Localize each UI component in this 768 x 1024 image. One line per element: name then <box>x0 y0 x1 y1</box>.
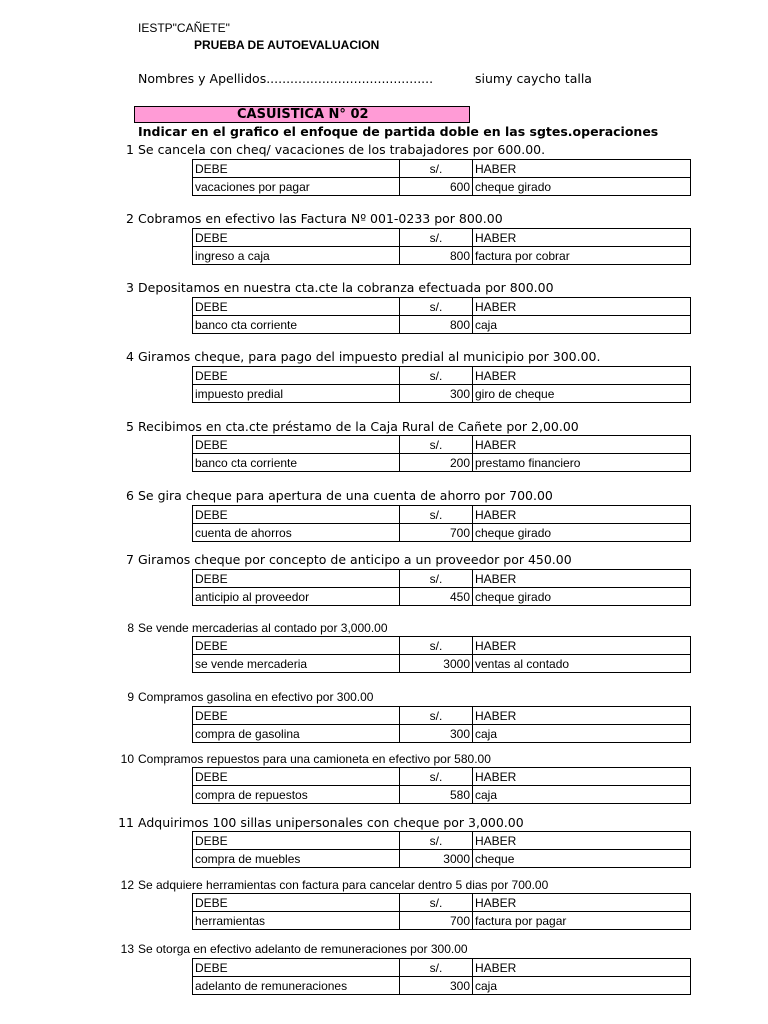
amount-cell: 700 <box>400 912 473 930</box>
table-header-row <box>193 367 691 385</box>
table-header-row <box>193 506 691 524</box>
question-number: 7 <box>126 552 134 567</box>
table-header-row <box>193 768 691 786</box>
journal-entry-table <box>192 228 691 265</box>
currency-header: s/. <box>400 768 473 786</box>
haber-cell: cheque girado <box>473 178 691 196</box>
haber-header: HABER <box>473 768 691 786</box>
question-text: Se adquiere herramientas con factura para cancelar dentro 5 dias por 700.00 <box>138 878 549 892</box>
currency-header: s/. <box>400 298 473 316</box>
table-header-row <box>193 637 691 655</box>
instruction: Indicar en el grafico el enfoque de partida doble en las sgtes.operaciones <box>138 124 659 139</box>
table-row <box>193 912 691 930</box>
question-text: Cobramos en efectivo las Factura Nº 001-0233 por 800.00 <box>138 211 503 226</box>
table-header-row <box>193 707 691 725</box>
journal-entry-table <box>192 435 691 472</box>
table-header-row <box>193 436 691 454</box>
journal-entry-table <box>192 893 691 930</box>
journal-entry-table <box>192 569 691 606</box>
amount-cell: 800 <box>400 247 473 265</box>
haber-header: HABER <box>473 367 691 385</box>
test-title: PRUEBA DE AUTOEVALUACION <box>194 38 380 52</box>
table-row <box>193 316 691 334</box>
haber-header: HABER <box>473 229 691 247</box>
table-row <box>193 850 691 868</box>
journal-entry-table <box>192 366 691 403</box>
debe-cell: anticipio al proveedor <box>193 588 400 606</box>
currency-header: s/. <box>400 160 473 178</box>
haber-cell: ventas al contado <box>473 655 691 673</box>
amount-cell: 800 <box>400 316 473 334</box>
table-header-row <box>193 570 691 588</box>
debe-header: DEBE <box>193 707 400 725</box>
debe-header: DEBE <box>193 768 400 786</box>
question-number: 11 <box>118 815 134 830</box>
question-number: 2 <box>126 211 134 226</box>
amount-cell: 3000 <box>400 655 473 673</box>
haber-cell: caja <box>473 786 691 804</box>
haber-header: HABER <box>473 832 691 850</box>
debe-header: DEBE <box>193 832 400 850</box>
table-header-row <box>193 160 691 178</box>
amount-cell: 700 <box>400 524 473 542</box>
journal-entry-table <box>192 636 691 673</box>
haber-header: HABER <box>473 959 691 977</box>
currency-header: s/. <box>400 570 473 588</box>
amount-cell: 600 <box>400 178 473 196</box>
amount-cell: 450 <box>400 588 473 606</box>
haber-cell: cheque girado <box>473 588 691 606</box>
question-text: Se otorga en efectivo adelanto de remuneraciones por 300.00 <box>138 942 468 956</box>
question-number: 13 <box>120 942 134 956</box>
haber-cell: caja <box>473 725 691 743</box>
journal-entry-table <box>192 831 691 868</box>
table-row <box>193 454 691 472</box>
debe-header: DEBE <box>193 959 400 977</box>
debe-header: DEBE <box>193 229 400 247</box>
haber-header: HABER <box>473 298 691 316</box>
debe-cell: impuesto predial <box>193 385 400 403</box>
currency-header: s/. <box>400 506 473 524</box>
haber-header: HABER <box>473 637 691 655</box>
haber-header: HABER <box>473 707 691 725</box>
journal-entry-table <box>192 505 691 542</box>
debe-cell: se vende mercaderia <box>193 655 400 673</box>
currency-header: s/. <box>400 637 473 655</box>
question-text: Se vende mercaderias al contado por 3,000.00 <box>138 621 388 635</box>
haber-header: HABER <box>473 570 691 588</box>
question-text: Se cancela con cheq/ vacaciones de los trabajadores por 600.00. <box>138 142 546 157</box>
question-text: Se gira cheque para apertura de una cuenta de ahorro por 700.00 <box>138 488 553 503</box>
haber-header: HABER <box>473 894 691 912</box>
table-row <box>193 588 691 606</box>
journal-entry-table <box>192 297 691 334</box>
haber-header: HABER <box>473 506 691 524</box>
haber-cell: giro de cheque <box>473 385 691 403</box>
debe-cell: cuenta de ahorros <box>193 524 400 542</box>
debe-cell: ingreso a caja <box>193 247 400 265</box>
haber-cell: caja <box>473 977 691 995</box>
table-row <box>193 524 691 542</box>
currency-header: s/. <box>400 707 473 725</box>
journal-entry-table <box>192 767 691 804</box>
amount-cell: 580 <box>400 786 473 804</box>
amount-cell: 300 <box>400 725 473 743</box>
debe-cell: banco cta corriente <box>193 316 400 334</box>
question-number: 9 <box>127 690 134 704</box>
table-row <box>193 977 691 995</box>
haber-cell: cheque <box>473 850 691 868</box>
case-title: CASUISTICA N° 02 <box>237 107 369 122</box>
table-row <box>193 655 691 673</box>
journal-entry-table <box>192 159 691 196</box>
haber-header: HABER <box>473 436 691 454</box>
haber-cell: factura por cobrar <box>473 247 691 265</box>
debe-header: DEBE <box>193 436 400 454</box>
debe-cell: vacaciones por pagar <box>193 178 400 196</box>
table-header-row <box>193 832 691 850</box>
debe-header: DEBE <box>193 298 400 316</box>
haber-cell: prestamo financiero <box>473 454 691 472</box>
debe-cell: compra de gasolina <box>193 725 400 743</box>
table-header-row <box>193 894 691 912</box>
question-text: Compramos repuestos para una camioneta en efectivo por 580.00 <box>138 752 491 766</box>
currency-header: s/. <box>400 959 473 977</box>
debe-cell: herramientas <box>193 912 400 930</box>
question-number: 4 <box>126 349 134 364</box>
amount-cell: 300 <box>400 385 473 403</box>
currency-header: s/. <box>400 229 473 247</box>
debe-cell: compra de repuestos <box>193 786 400 804</box>
haber-cell: factura por pagar <box>473 912 691 930</box>
table-row <box>193 178 691 196</box>
table-row <box>193 385 691 403</box>
question-text: Giramos cheque por concepto de anticipo a un proveedor por 450.00 <box>138 552 572 567</box>
question-text: Recibimos en cta.cte préstamo de la Caja Rural de Cañete por 2,00.00 <box>138 419 579 434</box>
question-number: 12 <box>120 878 134 892</box>
question-number: 1 <box>126 142 134 157</box>
school-name: IESTP"CAÑETE" <box>138 21 230 35</box>
currency-header: s/. <box>400 832 473 850</box>
debe-header: DEBE <box>193 894 400 912</box>
debe-cell: adelanto de remuneraciones <box>193 977 400 995</box>
question-number: 5 <box>126 419 134 434</box>
question-number: 10 <box>120 752 134 766</box>
student-name: siumy caycho talla <box>475 71 592 86</box>
name-label: Nombres y Apellidos.......................................... <box>138 71 434 86</box>
debe-header: DEBE <box>193 637 400 655</box>
debe-cell: banco cta corriente <box>193 454 400 472</box>
currency-header: s/. <box>400 436 473 454</box>
table-header-row <box>193 229 691 247</box>
haber-cell: cheque girado <box>473 524 691 542</box>
journal-entry-table <box>192 958 691 995</box>
table-row <box>193 786 691 804</box>
table-row <box>193 247 691 265</box>
question-text: Giramos cheque, para pago del impuesto predial al municipio por 300.00. <box>138 349 601 364</box>
journal-entry-table <box>192 706 691 743</box>
amount-cell: 300 <box>400 977 473 995</box>
question-number: 8 <box>127 621 134 635</box>
case-title-box <box>134 106 470 123</box>
haber-cell: caja <box>473 316 691 334</box>
question-number: 6 <box>126 488 134 503</box>
currency-header: s/. <box>400 894 473 912</box>
debe-header: DEBE <box>193 367 400 385</box>
table-header-row <box>193 298 691 316</box>
amount-cell: 200 <box>400 454 473 472</box>
table-header-row <box>193 959 691 977</box>
question-text: Depositamos en nuestra cta.cte la cobranza efectuada por 800.00 <box>138 280 554 295</box>
debe-header: DEBE <box>193 160 400 178</box>
amount-cell: 3000 <box>400 850 473 868</box>
currency-header: s/. <box>400 367 473 385</box>
debe-cell: compra de muebles <box>193 850 400 868</box>
question-text: Adquirimos 100 sillas unipersonales con cheque por 3,000.00 <box>138 815 524 830</box>
table-row <box>193 725 691 743</box>
debe-header: DEBE <box>193 570 400 588</box>
haber-header: HABER <box>473 160 691 178</box>
question-text: Compramos gasolina en efectivo por 300.00 <box>138 690 374 704</box>
debe-header: DEBE <box>193 506 400 524</box>
question-number: 3 <box>126 280 134 295</box>
